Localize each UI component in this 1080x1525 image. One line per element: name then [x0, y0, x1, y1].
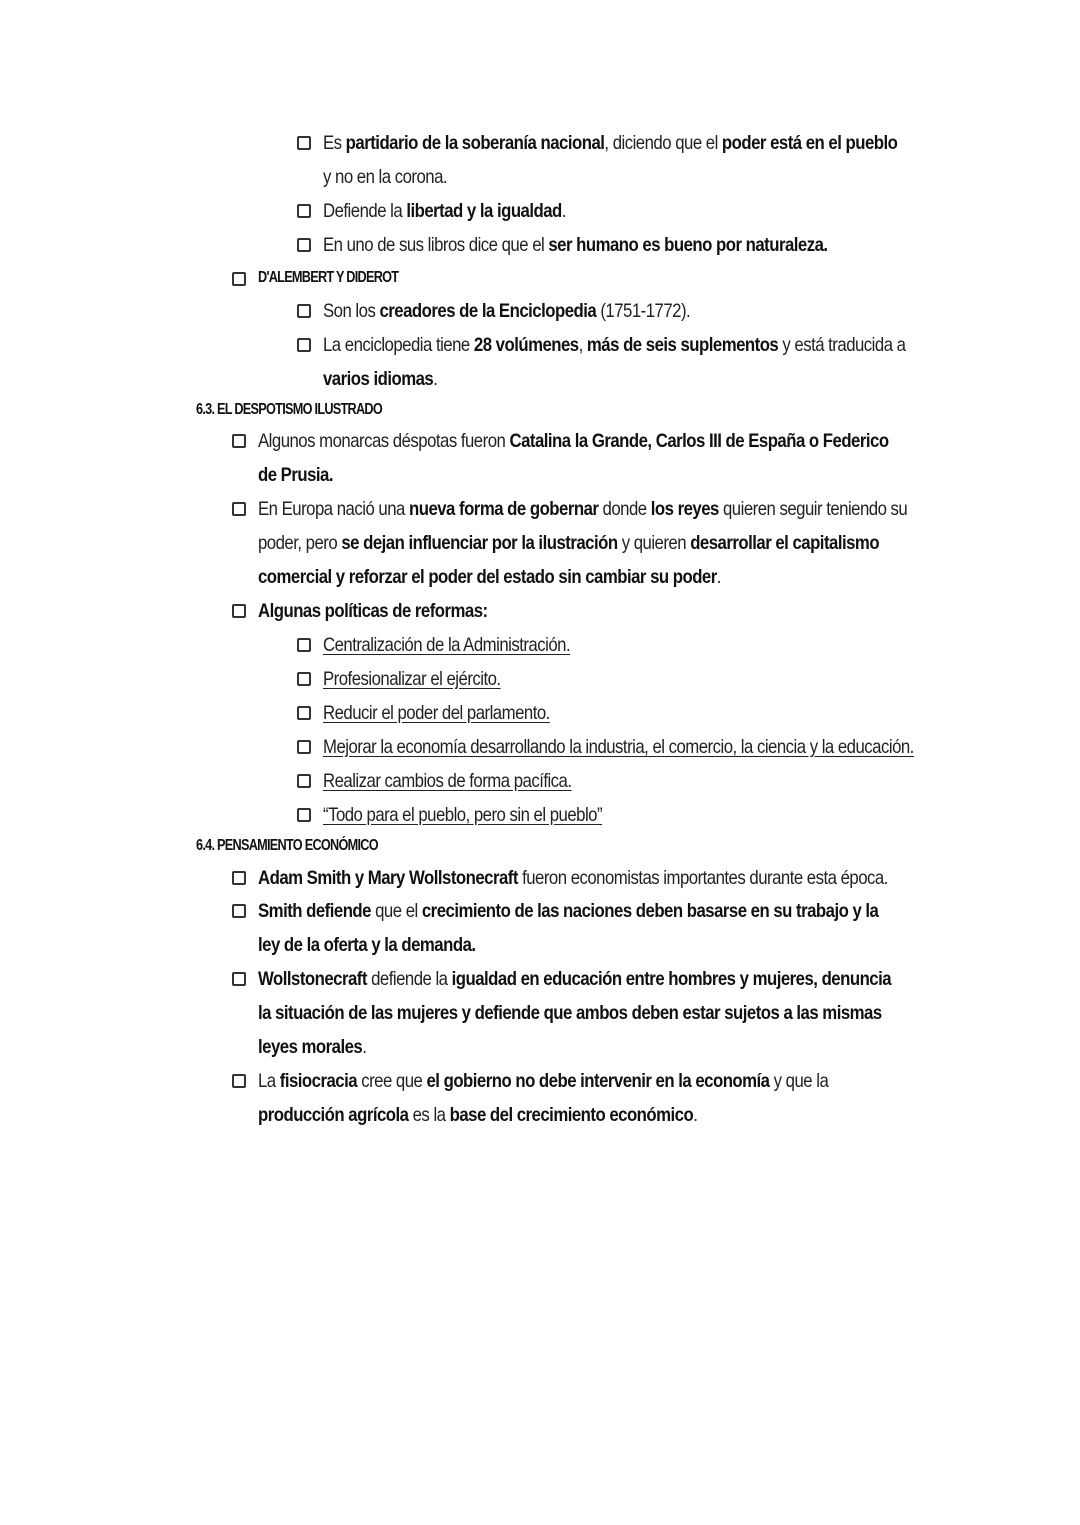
checkbox[interactable] [297, 672, 311, 686]
checkbox[interactable] [232, 272, 246, 286]
item-text: Algunos monarcas déspotas fueron Catalina la Grande, Carlos III de España o Federico de Prusia. [258, 430, 889, 486]
item-text: La enciclopedia tiene 28 volúmenes, más de seis suplementos y está traducida a varios idiomas. [323, 334, 906, 390]
section-heading: 6.4. PENSAMIENTO ECONÓMICO [196, 837, 378, 854]
section-heading: 6.3. EL DESPOTISMO ILUSTRADO [196, 401, 383, 418]
reform-item [297, 668, 529, 696]
item-text: En uno de sus libros dice que el ser humano es bueno por naturaleza. [323, 234, 828, 256]
checkbox[interactable] [297, 706, 311, 720]
list-item [297, 334, 1000, 396]
checkbox[interactable] [297, 338, 311, 352]
item-text: Smith defiende que el crecimiento de las naciones deben basarse en su trabajo y la ley de la oferta y la demanda. [258, 900, 879, 956]
list-item [232, 600, 525, 628]
list-item [232, 867, 990, 895]
item-text: Defiende la libertad y la igualdad. [323, 200, 566, 222]
checkbox[interactable] [297, 808, 311, 822]
list-item [232, 900, 979, 962]
item-text: Realizar cambios de forma pacífica. [323, 770, 572, 792]
checkbox[interactable] [297, 304, 311, 318]
item-text: Reducir el poder del parlamento. [323, 702, 550, 724]
checkbox[interactable] [297, 638, 311, 652]
reform-item [297, 804, 647, 832]
checkbox[interactable] [297, 238, 311, 252]
reform-item [297, 702, 587, 730]
checkbox[interactable] [232, 904, 246, 918]
checkbox[interactable] [232, 604, 246, 618]
subsection-title: D'ALEMBERT Y DIDEROT [258, 269, 399, 286]
checkbox[interactable] [232, 871, 246, 885]
item-text: “Todo para el pueblo, pero sin el pueblo” [323, 804, 603, 826]
item-text: Es partidario de la soberanía nacional, diciendo que el poder está en el pueblo y no en la corona. [323, 132, 898, 188]
reform-item [297, 634, 610, 662]
checkbox[interactable] [297, 740, 311, 754]
item-text: Wollstonecraft defiende la igualdad en educación entre hombres y mujeres, denuncia la situación de las mujeres y defiende que ambos deben estar sujetos a las mismas leyes morales. [258, 968, 892, 1058]
checkbox[interactable] [232, 502, 246, 516]
item-text: Son los creadores de la Enciclopedia (1751-1772). [323, 300, 691, 322]
checkbox[interactable] [297, 774, 311, 788]
list-item [297, 200, 605, 228]
checkbox[interactable] [232, 972, 246, 986]
item-text: Profesionalizar el ejército. [323, 668, 501, 690]
item-text: En Europa nació una nueva forma de gobernar donde los reyes quieren seguir teniendo su poder, pero se dejan influenciar por la ilustración y quieren desarrollar el capitalismo comercial y reforzar el poder del estado sin cambiar su poder. [258, 498, 908, 588]
item-text: Mejorar la economía desarrollando la industria, el comercio, la ciencia y la educación. [323, 736, 914, 758]
list-item [232, 968, 994, 1064]
item-text: Adam Smith y Mary Wollstonecraft fueron economistas importantes durante esta época. [258, 867, 888, 889]
checkbox[interactable] [297, 204, 311, 218]
reform-item [297, 736, 1010, 764]
item-text: Algunas políticas de reformas: [258, 600, 488, 622]
list-item [232, 430, 991, 492]
checkbox[interactable] [232, 1074, 246, 1088]
list-item [232, 498, 1013, 594]
reform-item [297, 770, 612, 798]
checkbox[interactable] [297, 136, 311, 150]
item-text: Centralización de la Administración. [323, 634, 571, 656]
list-item [232, 1070, 921, 1132]
list-item [297, 132, 991, 194]
list-item [297, 300, 750, 328]
list-item [297, 234, 910, 262]
item-text: La fisiocracia cree que el gobierno no debe intervenir en la economía y que la producción agrícola es la base del crecimiento económico. [258, 1070, 829, 1126]
checkbox[interactable] [232, 434, 246, 448]
list-item [232, 268, 429, 290]
